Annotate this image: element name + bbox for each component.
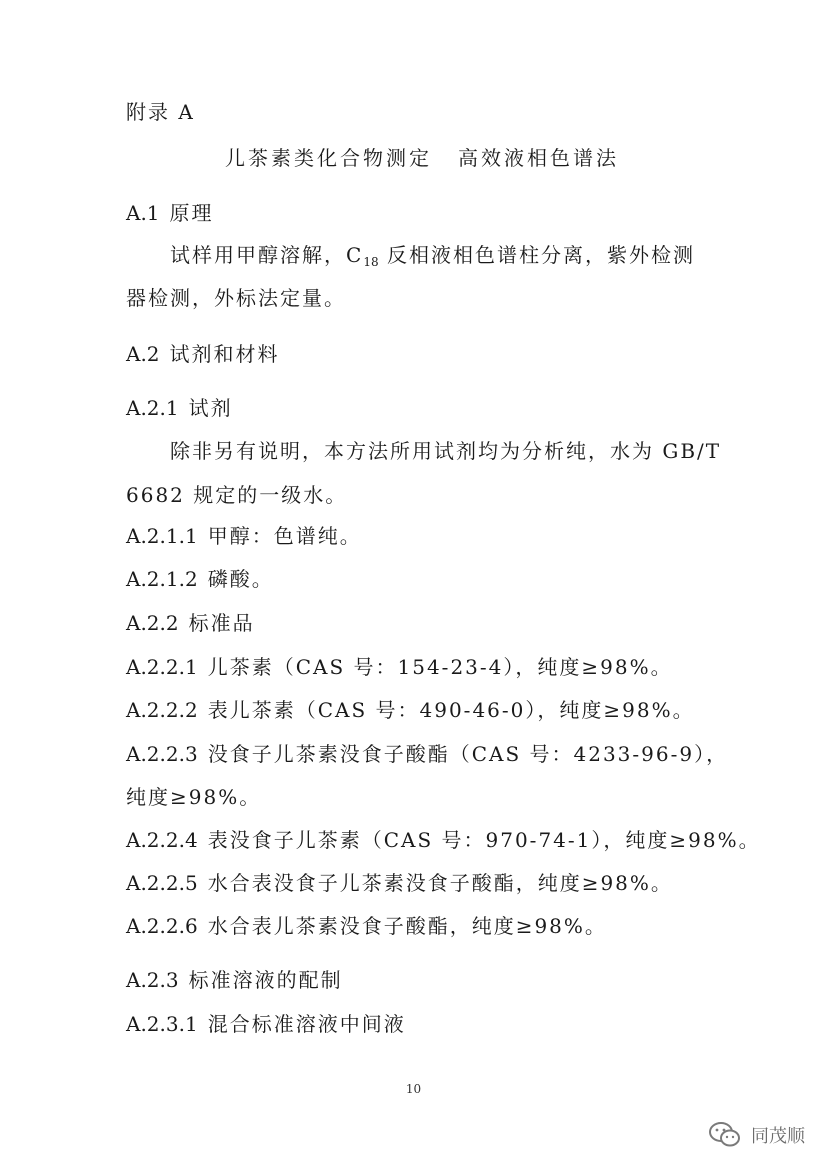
a1-paragraph-line1 (170, 241, 695, 272)
section-a22-heading (126, 609, 255, 637)
a21-paragraph-line2: 6682 规定的一级水。 (126, 483, 348, 507)
item-number: A.2.2.1 (126, 655, 198, 679)
item-text: 水合表儿茶素没食子酸酯，纯度≥98%。 (207, 914, 607, 938)
item-number: A.2.1.1 (126, 524, 198, 548)
a21-paragraph-line1: 除非另有说明，本方法所用试剂均为分析纯，水为 GB/T (170, 439, 722, 463)
title-right: 高效液相色谱法 (458, 146, 619, 170)
a1-subscript: 18 (363, 255, 379, 269)
section-title: 标准溶液的配制 (188, 968, 343, 992)
item-number: A.2.2.6 (126, 914, 198, 938)
section-title: 原理 (169, 201, 214, 225)
wechat-icon (707, 1120, 743, 1150)
item-a225 (126, 869, 673, 897)
a1-text-part2: 反相液相色谱柱分离，紫外检测 (378, 243, 695, 267)
item-a223-continued: 纯度≥98%。 (126, 785, 262, 809)
section-number: A.1 (126, 201, 160, 225)
item-number: A.2.1.2 (126, 567, 198, 591)
section-a2-heading (126, 340, 280, 368)
item-text: 水合表没食子儿茶素没食子酸酯，纯度≥98%。 (207, 871, 673, 895)
item-a226 (126, 912, 607, 940)
item-a211 (126, 522, 362, 550)
item-a212 (126, 565, 274, 593)
item-text: 儿茶素（CAS 号：154-23-4），纯度≥98%。 (207, 655, 673, 679)
item-text: 混合标准溶液中间液 (207, 1012, 406, 1036)
title-left: 儿茶素类化合物测定 (225, 146, 432, 170)
section-a1-heading (126, 199, 214, 227)
section-number: A.2.2 (126, 611, 179, 635)
item-text: 没食子儿茶素没食子酸酯（CAS 号：4233-96-9）， (207, 742, 729, 766)
item-number: A.2.3.1 (126, 1012, 198, 1036)
page-number: 10 (405, 1082, 422, 1096)
appendix-label: 附录 A (126, 100, 195, 124)
section-number: A.2.1 (126, 396, 179, 420)
item-a224 (126, 826, 761, 854)
section-a23-heading (126, 966, 343, 994)
item-number: A.2.2.5 (126, 871, 198, 895)
item-number: A.2.2.4 (126, 828, 198, 852)
section-number: A.2 (126, 342, 160, 366)
section-title: 试剂和材料 (169, 342, 280, 366)
item-number: A.2.2.2 (126, 698, 198, 722)
item-text: 表没食子儿茶素（CAS 号：970-74-1），纯度≥98%。 (207, 828, 761, 852)
page-title (225, 144, 619, 172)
watermark (707, 1118, 805, 1152)
item-a222 (126, 696, 695, 724)
watermark-text: 同茂顺 (751, 1126, 805, 1147)
item-text: 甲醇：色谱纯。 (207, 524, 362, 548)
section-number: A.2.3 (126, 968, 179, 992)
item-a221 (126, 653, 673, 681)
section-title: 试剂 (188, 396, 233, 420)
item-number: A.2.2.3 (126, 742, 198, 766)
item-text: 表儿茶素（CAS 号：490-46-0），纯度≥98%。 (207, 698, 695, 722)
a1-text-part1: 试样用甲醇溶解，C (170, 243, 364, 267)
item-text: 磷酸。 (207, 567, 274, 591)
item-a223 (126, 740, 728, 768)
section-a21-heading (126, 394, 233, 422)
section-title: 标准品 (188, 611, 255, 635)
item-a231 (126, 1010, 406, 1038)
a1-paragraph-line2: 器检测，外标法定量。 (126, 286, 346, 310)
